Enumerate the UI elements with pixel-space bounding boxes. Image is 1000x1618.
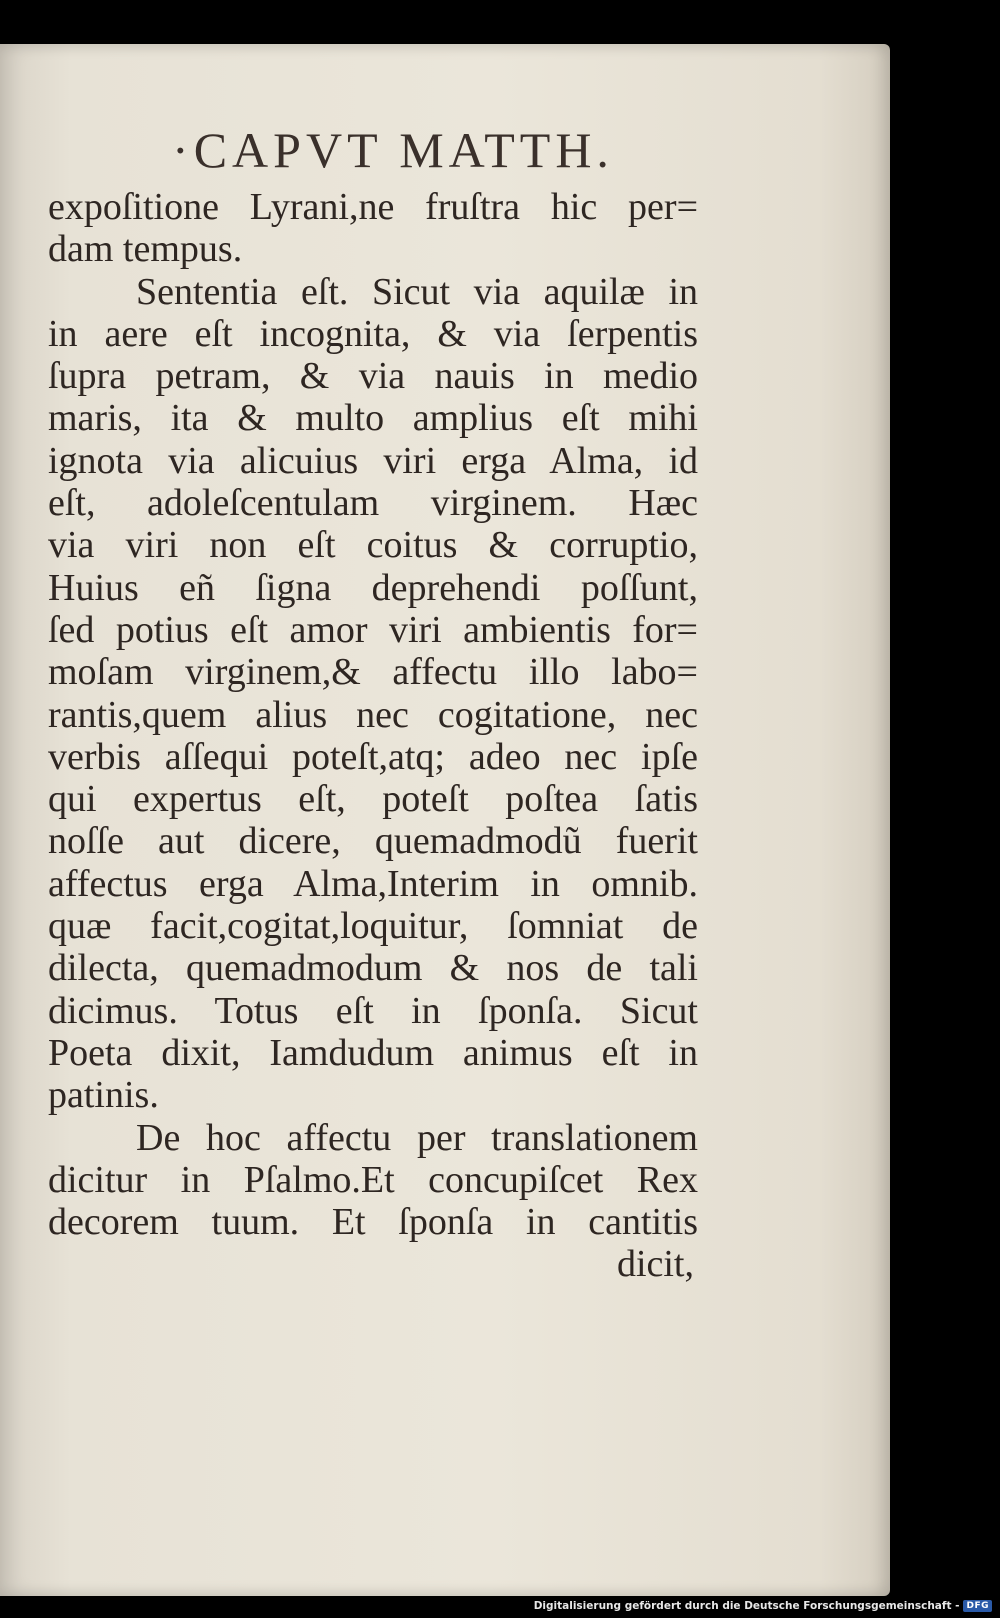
text-line: qui expertus eſt, poteſt poſtea ſatis <box>48 778 698 821</box>
text-line: quæ facit,cogitat,loquitur, ſomniat de <box>48 905 698 948</box>
text-line: verbis aſſequi poteſt,atq; adeo nec ipſe <box>48 735 698 778</box>
text-line: ſed potius eſt amor viri ambientis for= <box>48 608 698 651</box>
digitization-credit <box>534 1598 992 1614</box>
text-line: patinis. <box>48 1074 159 1117</box>
text-line: expoſitione Lyrani,ne fruſtra hic per= <box>48 186 698 228</box>
text-line: dam tempus. <box>48 228 243 271</box>
credit-text: Digitalisierung gefördert durch die Deutsche Forschungsgemeinschaft - <box>533 1600 960 1612</box>
text-line: dicitur in Pſalmo.Et concupiſcet Rex <box>48 1158 698 1201</box>
page-text-block <box>48 120 698 1285</box>
text-line: rantis,quem alius nec cogitatione, nec <box>48 693 698 736</box>
text-line: dilecta, quemadmodum & nos de tali <box>48 947 698 990</box>
text-line: moſam virginem,& affectu illo labo= <box>48 651 698 694</box>
text-line: Sententia eſt. Sicut via aquilæ in <box>136 270 698 313</box>
text-line: maris, ita & multo amplius eſt mihi <box>48 397 698 440</box>
text-line: eſt, adoleſcentulam virginem. Hæc <box>48 482 698 525</box>
text-line: Huius eñ ſigna deprehendi poſſunt, <box>48 566 698 609</box>
text-line: via viri non eſt coitus & corruptio, <box>48 524 698 567</box>
text-line: affectus erga Alma,Interim in omnib. <box>48 862 698 905</box>
text-line: ſupra petram, & via nauis in medio <box>48 355 698 398</box>
text-line: dicimus. Totus eſt in ſponſa. Sicut <box>48 989 698 1032</box>
book-page <box>0 44 890 1596</box>
text-line: noſſe aut dicere, quemadmodũ fuerit <box>48 820 698 863</box>
text-line: Poeta dixit, Iamdudum animus eſt in <box>48 1031 698 1074</box>
dfg-logo: DFG <box>963 1600 992 1612</box>
catchword: dicit, <box>616 1243 694 1286</box>
text-line: De hoc affectu per translationem <box>136 1116 698 1159</box>
text-line: ignota via alicuius viri erga Alma, id <box>48 439 698 482</box>
running-head: ·CAPVT MATTH. <box>172 122 614 178</box>
text-line: decorem tuum. Et ſponſa in cantitis <box>48 1201 698 1244</box>
text-line: in aere eſt incognita, & via ſerpentis <box>48 312 698 355</box>
